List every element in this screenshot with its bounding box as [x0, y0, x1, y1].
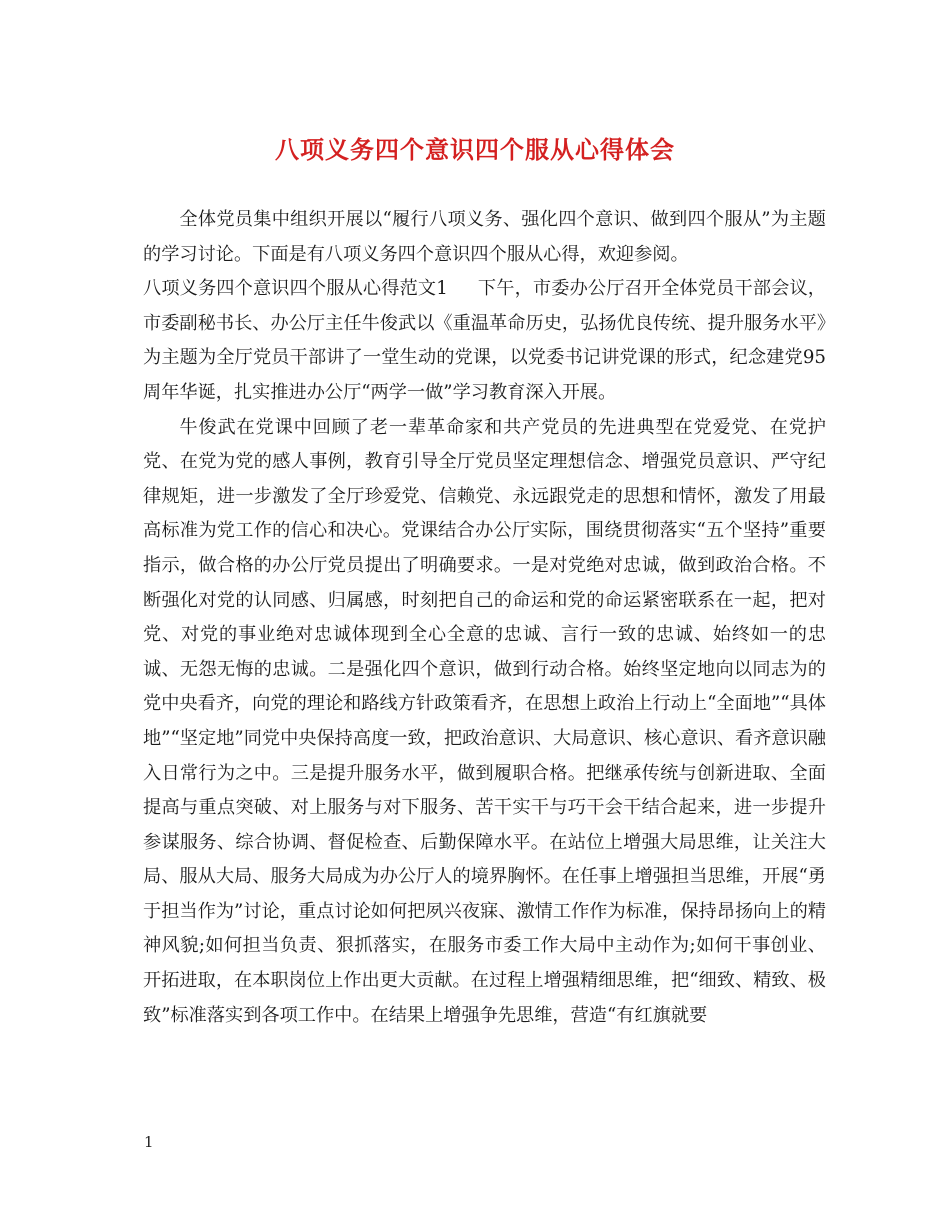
section-paragraph: [143, 272, 826, 410]
section-heading: 八项义务四个意识四个服从心得范文1: [143, 278, 448, 300]
intro-paragraph: 全体党员集中组织开展以“履行八项义务、强化四个意识、做到四个服从”为主题的学习讨论。下面是有八项义务四个意识四个服从心得，欢迎参阅。: [143, 209, 826, 265]
document-title: 八项义务四个意识四个服从心得体会: [275, 135, 675, 164]
paragraph-1: 下午，市委办公厅召开全体党员干部会议，市委副秘书长、办公厅主任牛俊武以《重温革命历史，弘扬优良传统、提升服务水平》为主题为全厅党员干部讲了一堂生动的党课，以党委书记讲党课的形式，纪念建党95周年华诞，扎实推进办公厅“两学一做”学习教育深入开展。: [143, 278, 826, 403]
document-body: [143, 203, 826, 1033]
paragraph-2: 牛俊武在党课中回顾了老一辈革命家和共产党员的先进典型在党爱党、在党护党、在党为党的感人事例，教育引导全厅党员坚定理想信念、增强党员意识、严守纪律规矩，进一步激发了全厅珍爱党、信赖党、永远跟党走的思想和情怀，激发了用最高标准为党工作的信心和决心。党课结合办公厅实际，围绕贯彻落实“五个坚持”重要指示，做合格的办公厅党员提出了明确要求。一是对党绝对忠诚，做到政治合格。不断强化对党的认同感、归属感，时刻把自己的命运和党的命运紧密联系在一起，把对党、对党的事业绝对忠诚体现到全心全意的忠诚、言行一致的忠诚、始终如一的忠诚、无怨无悔的忠诚。二是强化四个意识，做到行动合格。始终坚定地向以同志为的党中央看齐，向党的理论和路线方针政策看齐，在思想上政治上行动上“全面地”“具体地”“坚定地”同党中央保持高度一致，把政治意识、大局意识、核心意识、看齐意识融入日常行为之中。三是提升服务水平，做到履职合格。把继承传统与创新进取、全面提高与重点突破、对上服务与对下服务、苦干实干与巧干会干结合起来，进一步提升参谋服务、综合协调、督促检查、后勤保障水平。在站位上增强大局思维，让关注大局、服从大局、服务大局成为办公厅人的境界胸怀。在任事上增强担当思维，开展“勇于担当作为”讨论，重点讨论如何把夙兴夜寐、激情工作作为标准，保持昂扬向上的精神风貌;如何担当负责、狠抓落实，在服务市委工作大局中主动作为;如何干事创业、开拓进取，在本职岗位上作出更大贡献。在过程上增强精细思维，把“细致、精致、极致”标准落实到各项工作中。在结果上增强争先思维，营造“有红旗就要: [143, 416, 826, 1026]
page-number: 1: [144, 1133, 154, 1151]
